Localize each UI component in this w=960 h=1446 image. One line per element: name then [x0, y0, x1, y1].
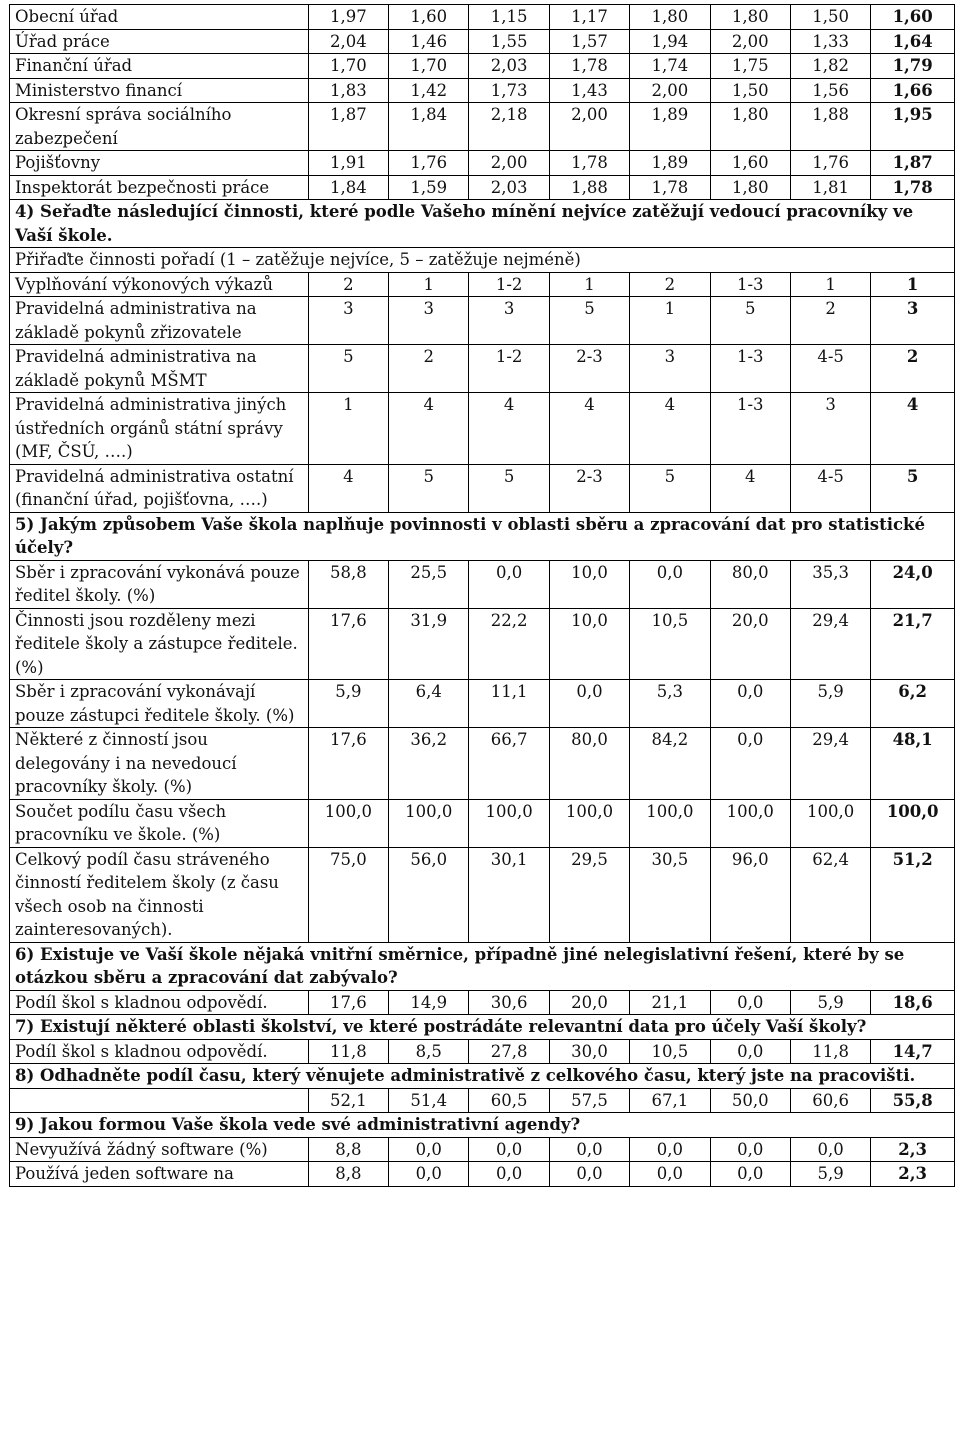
row-label: Pravidelná administrativa jiných ústředních orgánů státní správy (MF, ČSÚ, ….) [10, 393, 309, 465]
value-cell: 11,1 [469, 680, 549, 728]
value-cell: 1,84 [308, 175, 388, 200]
value-cell: 1,94 [630, 29, 710, 54]
value-cell: 1,80 [710, 175, 790, 200]
value-cell: 0,0 [389, 1162, 469, 1187]
value-cell: 3 [308, 297, 388, 345]
value-cell: 66,7 [469, 728, 549, 800]
total-cell: 14,7 [871, 1039, 955, 1064]
value-cell: 4-5 [790, 345, 870, 393]
value-cell: 29,5 [549, 847, 629, 942]
value-cell: 60,6 [790, 1088, 870, 1113]
value-cell: 1,73 [469, 78, 549, 103]
value-cell: 27,8 [469, 1039, 549, 1064]
table-row [10, 345, 955, 393]
value-cell: 1 [790, 272, 870, 297]
value-cell: 0,0 [630, 1162, 710, 1187]
value-cell: 1,70 [389, 54, 469, 79]
total-cell: 1,66 [871, 78, 955, 103]
value-cell: 17,6 [308, 990, 388, 1015]
value-cell: 14,9 [389, 990, 469, 1015]
total-cell: 4 [871, 393, 955, 465]
value-cell: 20,0 [549, 990, 629, 1015]
value-cell: 1,33 [790, 29, 870, 54]
question-heading: 6) Existuje ve Vaší škole nějaká vnitřní směrnice, případně jiné nelegislativní řešení, které by se otázkou sběru a zpracování dat zabývalo? [10, 942, 955, 990]
value-cell: 60,5 [469, 1088, 549, 1113]
value-cell: 1,89 [630, 103, 710, 151]
value-cell: 3 [469, 297, 549, 345]
survey-results-table [9, 4, 955, 1187]
value-cell: 1,74 [630, 54, 710, 79]
question-heading: 4) Seřaďte následující činnosti, které podle Vašeho mínění nejvíce zatěžují vedoucí pracovníky ve Vaší škole. [10, 200, 955, 248]
value-cell: 1 [549, 272, 629, 297]
value-cell: 1,60 [389, 5, 469, 30]
value-cell: 2 [790, 297, 870, 345]
question-row [10, 1113, 955, 1138]
value-cell: 100,0 [710, 799, 790, 847]
value-cell: 4 [469, 393, 549, 465]
value-cell: 2,00 [630, 78, 710, 103]
table-row [10, 1088, 955, 1113]
value-cell: 0,0 [549, 680, 629, 728]
value-cell: 2-3 [549, 464, 629, 512]
value-cell: 84,2 [630, 728, 710, 800]
table-row [10, 54, 955, 79]
value-cell: 0,0 [710, 1039, 790, 1064]
value-cell: 5,9 [308, 680, 388, 728]
value-cell: 17,6 [308, 608, 388, 680]
value-cell: 4 [549, 393, 629, 465]
value-cell: 0,0 [549, 1137, 629, 1162]
total-cell: 1 [871, 272, 955, 297]
total-cell: 18,6 [871, 990, 955, 1015]
row-label: Vyplňování výkonových výkazů [10, 272, 309, 297]
question-heading: 9) Jakou formou Vaše škola vede své administrativní agendy? [10, 1113, 955, 1138]
value-cell: 1,59 [389, 175, 469, 200]
value-cell: 8,8 [308, 1137, 388, 1162]
value-cell: 1,46 [389, 29, 469, 54]
table-row [10, 393, 955, 465]
instruction-note: Přiřaďte činnosti pořadí (1 – zatěžuje nejvíce, 5 – zatěžuje nejméně) [10, 248, 955, 273]
value-cell: 100,0 [790, 799, 870, 847]
value-cell: 10,0 [549, 608, 629, 680]
value-cell: 62,4 [790, 847, 870, 942]
value-cell: 58,8 [308, 560, 388, 608]
total-cell: 1,87 [871, 151, 955, 176]
row-label: Součet podílu času všech pracovníku ve škole. (%) [10, 799, 309, 847]
value-cell: 29,4 [790, 728, 870, 800]
value-cell: 5 [710, 297, 790, 345]
value-cell: 0,0 [469, 1137, 549, 1162]
value-cell: 1-3 [710, 272, 790, 297]
value-cell: 1-2 [469, 345, 549, 393]
total-cell: 6,2 [871, 680, 955, 728]
value-cell: 80,0 [710, 560, 790, 608]
question-row [10, 512, 955, 560]
value-cell: 1,91 [308, 151, 388, 176]
value-cell: 1,80 [710, 103, 790, 151]
value-cell: 100,0 [389, 799, 469, 847]
value-cell: 3 [790, 393, 870, 465]
value-cell: 0,0 [389, 1137, 469, 1162]
value-cell: 21,1 [630, 990, 710, 1015]
value-cell: 1 [389, 272, 469, 297]
total-cell: 24,0 [871, 560, 955, 608]
value-cell: 22,2 [469, 608, 549, 680]
value-cell: 50,0 [710, 1088, 790, 1113]
table-row [10, 608, 955, 680]
value-cell: 5,9 [790, 1162, 870, 1187]
value-cell: 1,15 [469, 5, 549, 30]
value-cell: 5,9 [790, 680, 870, 728]
row-label: Celkový podíl času stráveného činností ředitelem školy (z času všech osob na činnosti zainteresovaných). [10, 847, 309, 942]
value-cell: 1,70 [308, 54, 388, 79]
table-row [10, 151, 955, 176]
value-cell: 2-3 [549, 345, 629, 393]
value-cell: 5 [389, 464, 469, 512]
value-cell: 30,6 [469, 990, 549, 1015]
value-cell: 2 [308, 272, 388, 297]
total-cell: 2,3 [871, 1162, 955, 1187]
table-row [10, 799, 955, 847]
value-cell: 1,83 [308, 78, 388, 103]
value-cell: 4 [389, 393, 469, 465]
question-row [10, 1064, 955, 1089]
value-cell: 5 [469, 464, 549, 512]
value-cell: 1,88 [549, 175, 629, 200]
value-cell: 5 [630, 464, 710, 512]
table-row [10, 78, 955, 103]
question-heading: 7) Existují některé oblasti školství, ve které postrádáte relevantní data pro účely Vaší školy? [10, 1015, 955, 1040]
value-cell: 0,0 [549, 1162, 629, 1187]
value-cell: 36,2 [389, 728, 469, 800]
value-cell: 30,0 [549, 1039, 629, 1064]
value-cell: 0,0 [710, 680, 790, 728]
note-row [10, 248, 955, 273]
row-label [10, 1088, 309, 1113]
value-cell: 4 [308, 464, 388, 512]
value-cell: 0,0 [790, 1137, 870, 1162]
question-heading: 5) Jakým způsobem Vaše škola naplňuje povinnosti v oblasti sběru a zpracování dat pro statistické účely? [10, 512, 955, 560]
value-cell: 1,55 [469, 29, 549, 54]
value-cell: 5 [308, 345, 388, 393]
value-cell: 51,4 [389, 1088, 469, 1113]
row-label: Podíl škol s kladnou odpovědí. [10, 990, 309, 1015]
value-cell: 2 [630, 272, 710, 297]
value-cell: 0,0 [469, 1162, 549, 1187]
total-cell: 1,64 [871, 29, 955, 54]
total-cell: 2 [871, 345, 955, 393]
row-label: Pojišťovny [10, 151, 309, 176]
value-cell: 25,5 [389, 560, 469, 608]
value-cell: 2,00 [549, 103, 629, 151]
value-cell: 5,9 [790, 990, 870, 1015]
question-heading: 8) Odhadněte podíl času, který věnujete administrativě z celkového času, který jste na pracovišti. [10, 1064, 955, 1089]
value-cell: 100,0 [308, 799, 388, 847]
value-cell: 2,00 [710, 29, 790, 54]
value-cell: 2,04 [308, 29, 388, 54]
value-cell: 35,3 [790, 560, 870, 608]
table-row [10, 560, 955, 608]
value-cell: 75,0 [308, 847, 388, 942]
value-cell: 2,03 [469, 175, 549, 200]
value-cell: 0,0 [710, 990, 790, 1015]
value-cell: 0,0 [710, 728, 790, 800]
value-cell: 100,0 [630, 799, 710, 847]
value-cell: 30,5 [630, 847, 710, 942]
total-cell: 5 [871, 464, 955, 512]
row-label: Některé z činností jsou delegovány i na nevedoucí pracovníky školy. (%) [10, 728, 309, 800]
row-label: Ministerstvo financí [10, 78, 309, 103]
value-cell: 1,76 [790, 151, 870, 176]
value-cell: 1,57 [549, 29, 629, 54]
value-cell: 29,4 [790, 608, 870, 680]
value-cell: 1,80 [710, 5, 790, 30]
value-cell: 57,5 [549, 1088, 629, 1113]
value-cell: 8,8 [308, 1162, 388, 1187]
row-label: Obecní úřad [10, 5, 309, 30]
row-label: Používá jeden software na [10, 1162, 309, 1187]
value-cell: 1,80 [630, 5, 710, 30]
table-row [10, 1137, 955, 1162]
value-cell: 1,78 [549, 54, 629, 79]
total-cell: 1,60 [871, 5, 955, 30]
value-cell: 1,50 [790, 5, 870, 30]
value-cell: 1 [630, 297, 710, 345]
value-cell: 0,0 [630, 560, 710, 608]
value-cell: 1 [308, 393, 388, 465]
value-cell: 1,42 [389, 78, 469, 103]
value-cell: 4 [710, 464, 790, 512]
value-cell: 1-3 [710, 345, 790, 393]
value-cell: 1,76 [389, 151, 469, 176]
value-cell: 1,84 [389, 103, 469, 151]
table-row [10, 5, 955, 30]
value-cell: 1,88 [790, 103, 870, 151]
value-cell: 1,75 [710, 54, 790, 79]
value-cell: 5 [549, 297, 629, 345]
value-cell: 96,0 [710, 847, 790, 942]
value-cell: 1,17 [549, 5, 629, 30]
row-label: Sběr i zpracování vykonávají pouze zástupci ředitele školy. (%) [10, 680, 309, 728]
value-cell: 1,60 [710, 151, 790, 176]
table-row [10, 297, 955, 345]
row-label: Nevyužívá žádný software (%) [10, 1137, 309, 1162]
value-cell: 100,0 [469, 799, 549, 847]
value-cell: 1,87 [308, 103, 388, 151]
value-cell: 0,0 [710, 1137, 790, 1162]
value-cell: 11,8 [790, 1039, 870, 1064]
value-cell: 3 [630, 345, 710, 393]
table-row [10, 103, 955, 151]
value-cell: 1,81 [790, 175, 870, 200]
value-cell: 0,0 [630, 1137, 710, 1162]
question-row [10, 942, 955, 990]
table-row [10, 1039, 955, 1064]
question-row [10, 200, 955, 248]
value-cell: 1,56 [790, 78, 870, 103]
value-cell: 11,8 [308, 1039, 388, 1064]
value-cell: 31,9 [389, 608, 469, 680]
value-cell: 1,78 [630, 175, 710, 200]
table-row [10, 272, 955, 297]
value-cell: 2,00 [469, 151, 549, 176]
table-row [10, 847, 955, 942]
table-row [10, 175, 955, 200]
value-cell: 3 [389, 297, 469, 345]
total-cell: 1,95 [871, 103, 955, 151]
row-label: Pravidelná administrativa na základě pokynů MŠMT [10, 345, 309, 393]
value-cell: 1-3 [710, 393, 790, 465]
table-row [10, 728, 955, 800]
row-label: Okresní správa sociálního zabezpečení [10, 103, 309, 151]
total-cell: 48,1 [871, 728, 955, 800]
value-cell: 5,3 [630, 680, 710, 728]
row-label: Sběr i zpracování vykonává pouze ředitel školy. (%) [10, 560, 309, 608]
value-cell: 10,0 [549, 560, 629, 608]
value-cell: 8,5 [389, 1039, 469, 1064]
total-cell: 21,7 [871, 608, 955, 680]
value-cell: 56,0 [389, 847, 469, 942]
total-cell: 2,3 [871, 1137, 955, 1162]
value-cell: 4-5 [790, 464, 870, 512]
value-cell: 1-2 [469, 272, 549, 297]
value-cell: 1,89 [630, 151, 710, 176]
row-label: Činnosti jsou rozděleny mezi ředitele školy a zástupce ředitele. (%) [10, 608, 309, 680]
value-cell: 1,50 [710, 78, 790, 103]
total-cell: 1,78 [871, 175, 955, 200]
row-label: Pravidelná administrativa na základě pokynů zřizovatele [10, 297, 309, 345]
value-cell: 20,0 [710, 608, 790, 680]
value-cell: 0,0 [710, 1162, 790, 1187]
value-cell: 2 [389, 345, 469, 393]
row-label: Inspektorát bezpečnosti práce [10, 175, 309, 200]
value-cell: 2,03 [469, 54, 549, 79]
value-cell: 2,18 [469, 103, 549, 151]
value-cell: 30,1 [469, 847, 549, 942]
table-row [10, 29, 955, 54]
value-cell: 4 [630, 393, 710, 465]
table-row [10, 990, 955, 1015]
row-label: Pravidelná administrativa ostatní (finanční úřad, pojišťovna, ….) [10, 464, 309, 512]
total-cell: 55,8 [871, 1088, 955, 1113]
question-row [10, 1015, 955, 1040]
row-label: Finanční úřad [10, 54, 309, 79]
row-label: Úřad práce [10, 29, 309, 54]
value-cell: 67,1 [630, 1088, 710, 1113]
value-cell: 52,1 [308, 1088, 388, 1113]
value-cell: 17,6 [308, 728, 388, 800]
total-cell: 1,79 [871, 54, 955, 79]
value-cell: 80,0 [549, 728, 629, 800]
value-cell: 1,97 [308, 5, 388, 30]
table-row [10, 464, 955, 512]
total-cell: 3 [871, 297, 955, 345]
value-cell: 1,43 [549, 78, 629, 103]
total-cell: 51,2 [871, 847, 955, 942]
table-row [10, 1162, 955, 1187]
value-cell: 0,0 [469, 560, 549, 608]
value-cell: 1,78 [549, 151, 629, 176]
table-row [10, 680, 955, 728]
value-cell: 100,0 [549, 799, 629, 847]
value-cell: 1,82 [790, 54, 870, 79]
value-cell: 10,5 [630, 1039, 710, 1064]
total-cell: 100,0 [871, 799, 955, 847]
value-cell: 6,4 [389, 680, 469, 728]
value-cell: 10,5 [630, 608, 710, 680]
row-label: Podíl škol s kladnou odpovědí. [10, 1039, 309, 1064]
